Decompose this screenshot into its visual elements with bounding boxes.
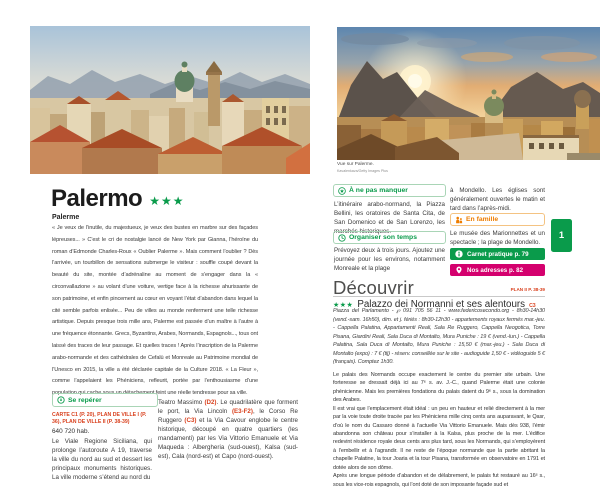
article-map-ref: C3 [529, 303, 536, 309]
map-pin-icon [455, 266, 463, 274]
se-reperer-col1 [52, 412, 152, 482]
plan-time-header [333, 231, 446, 244]
nos-adresses-label: Nos adresses p. 82 [467, 266, 524, 274]
photo-caption: Vue sur Palerme. [337, 162, 374, 167]
population: 640 720 hab. [52, 427, 90, 435]
article-stars: ★★★ [333, 302, 354, 309]
family-icon [455, 216, 463, 224]
text-segment: Teatro Massimo [158, 399, 205, 406]
article-title: Palazzo dei Normanni et ses alentours [357, 299, 526, 310]
family-label: En famille [466, 216, 499, 223]
se-reperer-col2 [158, 398, 298, 461]
family-header [450, 213, 545, 226]
se-reperer-text-1: Le Viale Regione Siciliana, qui prolonge l’autoroute A 19, traverse la ville du nord au sud et dessert les principaux monuments historiques. La ville moderne s’étend au nord du [52, 437, 152, 481]
carnet-pratique-label: Carnet pratique p. 79 [467, 250, 529, 258]
map-ref-e3f2: (E3-F2) [231, 408, 253, 415]
text-segment: et la Via Cavour englobe le centre historique, découpé en quatre quartiers (les mandamenti) par les Via Vittorio Emanuele et Via Maqueda : Albergheria (sud-ouest), Kalsa (sud-est), Cala (nord-est) et Capo (nord-ouest). [158, 417, 298, 460]
article-body [333, 307, 545, 489]
family-text: Le musée des Marionnettes et un spectacle ; la plage de Mondello. [450, 230, 545, 246]
must-see-label: À ne pas manquer [349, 187, 408, 194]
intro-paragraph: « Je veux de l’inutile, du majestueux, je veux des bustes en marbre sur des façades lépreuses... » C’est le cri de nostalgie lancé de New York par Gianna, l’héroïne du roman d’Edmonde Charles-Roux « Oublier Palerme ». Mais comment l’oublier ? Dès l’arrivée, un tourbillon de sensations submerge le visiteur : souffle coupé devant la beauté du site, montée d’adrénaline au moment de s’engager dans la « circonvallazione » au volant d’une voiture, vertige face à la richesse ahurissante de son patrimoine, et enfin pincement au cœur en voyant l’état d’abandon dans lequel la cité semble parfois enlisée... Peu de villes au monde renferment une telle richesse artistique. Depuis presque trois mille ans, Palerme est passée d’un maître à l’autre à une fréquence étonnante. Grecs, Byzantins, Arabes, Normands, Espagnols..., tous ont laissé des traces de leur passage. Et quelles traces ! Après l’inscription de la Palerme arabo-normande et des cathédrales de Cefalù et Monreale au Patrimoine mondial de l’Unesco en 2015, la ville a été déclarée capitale de la Culture 2018. « La Fleur », comme l’appelaient les Phéniciens, refleurit, portée par l’enthousiasme d’une population qui cache sous un détachement feint une réelle tendresse pour sa ville. [52, 225, 258, 397]
city-title-row [51, 185, 185, 213]
map-references: CARTE C1 (P. 20), PLAN DE VILLE I (P. 36), PLAN DE VILLE II (P. 38-39) [52, 412, 147, 425]
se-reperer-header [52, 393, 158, 407]
map-ref-d2: (D2) [204, 399, 217, 406]
palermo-sunset-photo [337, 27, 600, 160]
article-practical-info: Piazza del Parlamento - ℘ 091 705 56 11 - www.federicosecondo.org - 8h30-14h30 (vend.-sam. 16h50), dim. et j. fériés : 8h30-12h30 - appartements royaux fermés mar.-jeu. - Cappella Palatina, Appartamenti Reali, Sala Re Ruggero, Cappella Neogotica, Torre Pisana, Giardini Reali, Sala Duca di Montalto, Mura Puniche : 19 € (vend.-lun.) - Cappella Palatina, Sala Duca di Montalto, Mura Puniche : 15,50 € (mar.-jeu.) - Sala Duca di Montalto (expo) : 7 € (tlj) - réserv. conseillée sur le site - audioguide 1,50 € - vidéoguide 5 € (français). Comptez 1h30. [333, 308, 545, 366]
clock-icon [338, 234, 346, 242]
plan-time-continuation: à Mondello. Les églises sont généralement ouvertes le matin et tard dans l’après-midi. [450, 187, 545, 212]
se-reperer-label: Se repérer [68, 396, 102, 404]
plan-time-label: Organiser son temps [349, 234, 417, 241]
photo-credit: Kavalenkava/Getty Images Plus [337, 169, 388, 173]
section-divider [333, 296, 545, 297]
article-paragraph-2: Il est vrai que l’emplacement était idéal : un peu en hauteur et relié directement à la mer par la voie toute droite tracée par les Phéniciens mille cinq cents ans auparavant, le Qasr, d’où le nom du Cassaro donné à l’actuelle Via Vittorio Emanuele. Mais dès 938, l’émir abandonna son château pour s’installer à la Kalsa, plus proche de la mer. L’édifice redevint résidence royale deux cents ans plus tard, sous les Normands, qui s’employèrent à l’embellir et à l’agrandir. Il ne reste de l’époque normande que la partie abritant la chapelle Palatine, la tour Joaria et la tour Pisana, transformée en observatoire en 1791 et dotée alors de son dôme. [333, 405, 545, 471]
palermo-daytime-photo [30, 26, 310, 174]
compass-icon [57, 396, 65, 404]
carnet-pratique-button[interactable] [450, 248, 545, 260]
map-ref-c3: (C3) [184, 417, 197, 424]
info-icon [455, 250, 463, 258]
text-segment: . Le quadrilatère que forment le port, la Via Lincoln [158, 399, 298, 415]
article-paragraph-3: Après une longue période d’abandon et de délabrement, le palais fut restauré au 16ᵉ s., sous les vice-rois espagnols, qui l’ont doté de son imposante façade sud et [333, 473, 545, 488]
chapter-tab: 1 [551, 219, 572, 252]
text-segment: , le Corso Re Ruggero [158, 408, 298, 424]
must-see-header [333, 184, 446, 197]
nos-adresses-button[interactable] [450, 264, 545, 276]
title-stars: ★★★ [149, 194, 185, 208]
must-see-text: L’itinéraire arabo-normand, la Piazza Bellini, les oratoires de Santa Cita, de San Domenico et de San Lorenzo, les marchés historiques. [334, 201, 445, 235]
plan-time-text: Prévoyez deux à trois jours. Ajoutez une journée pour les environs, notamment Monreale et la plage [334, 247, 445, 272]
discover-plan-ref: PLAN II P. 38-39 [510, 287, 545, 292]
star-circle-icon [338, 187, 346, 195]
page-subtitle: Palerme [52, 214, 80, 221]
discover-heading: Découvrir [333, 277, 414, 298]
se-reperer-text-2 [158, 398, 298, 461]
page-title: Palermo [51, 185, 143, 212]
article-paragraph-1: Le palais des Normands occupe exactement le centre du premier site urbain. Une forteresse se dressait déjà ici au 7ᵉ s. av. J.-C., quand Palerme était une colonie phénicienne. Mais les premières fondations du palais datent du 9ᵉ s., sous la domination des Arabes. [333, 371, 545, 404]
